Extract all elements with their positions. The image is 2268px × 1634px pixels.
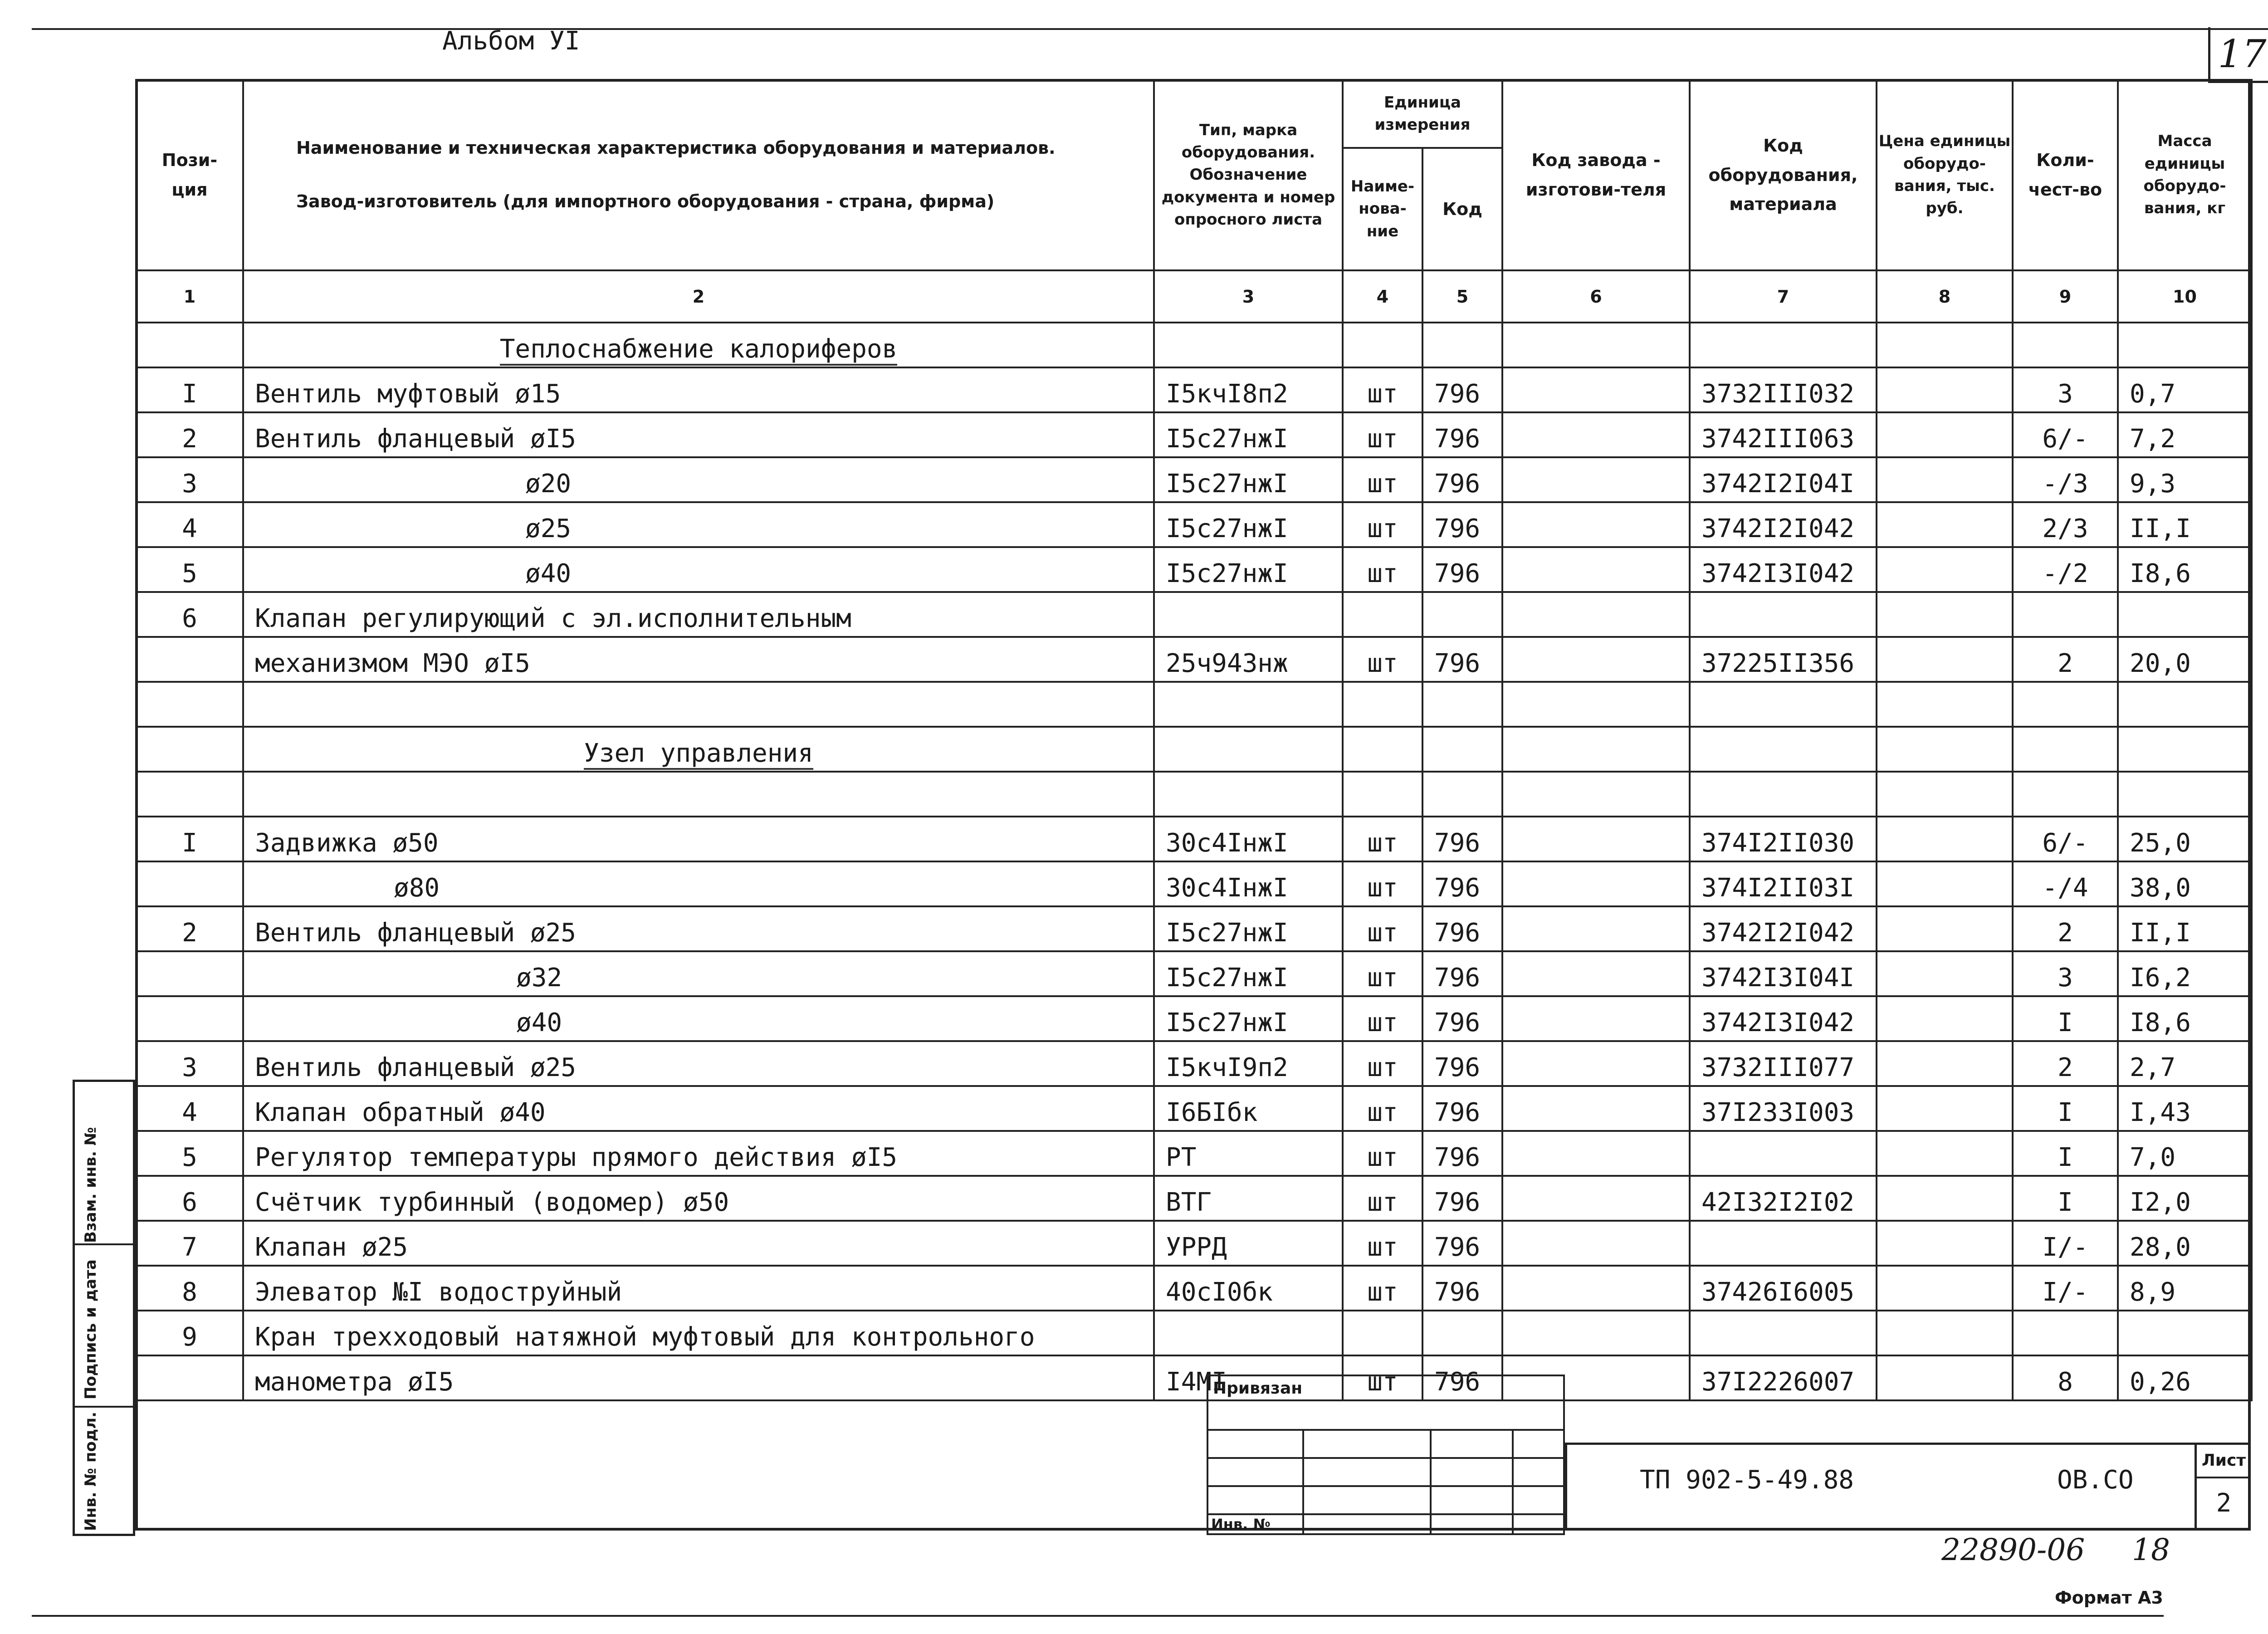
table-row <box>136 367 2252 412</box>
cell-unit: шт <box>1343 817 1422 861</box>
cell-price <box>1877 412 2013 457</box>
cell-factory-code <box>1502 412 1690 457</box>
cell-mass: 9,3 <box>2118 457 2252 502</box>
cell-price <box>1877 996 2013 1041</box>
cell-quantity: I <box>2013 1176 2118 1221</box>
col-number: 6 <box>1502 270 1690 323</box>
cell-name: Вентиль фланцевый ø25 <box>243 1041 1154 1086</box>
cell-name: ø40 <box>243 547 1154 592</box>
cell-material-code <box>1690 1221 1877 1266</box>
cell-quantity <box>2013 592 2118 637</box>
cell-unit: шт <box>1343 1355 1422 1400</box>
sheet-label: Лист <box>2197 1445 2251 1478</box>
cell-quantity: I/- <box>2013 1266 2118 1311</box>
cell-factory-code <box>1502 1041 1690 1086</box>
stamp-inv: Инв. № <box>1207 1514 1303 1534</box>
cell-price <box>1877 1131 2013 1176</box>
cell-quantity: I <box>2013 1131 2118 1176</box>
cell-mass: 0,7 <box>2118 367 2252 412</box>
cell-position <box>136 861 243 906</box>
cell-unit-code: 796 <box>1422 1041 1502 1086</box>
cell-price <box>1877 502 2013 547</box>
table-row <box>136 547 2252 592</box>
cell-price <box>1877 547 2013 592</box>
table-row <box>136 861 2252 906</box>
cell-unit: шт <box>1343 996 1422 1041</box>
cell-material-code: 3742I2I04I <box>1690 457 1877 502</box>
cell-quantity: 2 <box>2013 1041 2118 1086</box>
header-row <box>136 80 2252 148</box>
cell-position <box>136 637 243 682</box>
cell-name: Элеватор №I водоструйный <box>243 1266 1154 1311</box>
table-row <box>136 906 2252 951</box>
cell-name: Вентиль фланцевый øI5 <box>243 412 1154 457</box>
cell-mass: 8,9 <box>2118 1266 2252 1311</box>
cell-factory-code <box>1502 817 1690 861</box>
header-unit: Единица измерения <box>1343 80 1502 148</box>
cell-material-code: 37225II356 <box>1690 637 1877 682</box>
cell-position: I <box>136 367 243 412</box>
cell-unit: шт <box>1343 1176 1422 1221</box>
header-factory-code: Код завода - изготови-теля <box>1502 80 1690 270</box>
cell-name: Задвижка ø50 <box>243 817 1154 861</box>
table-row <box>136 592 2252 637</box>
cell-position: 2 <box>136 906 243 951</box>
title-block <box>1565 1443 2251 1531</box>
bottom-border-line <box>32 1615 2164 1617</box>
cell-factory-code <box>1502 1266 1690 1311</box>
cell-factory-code <box>1502 1311 1690 1355</box>
binding-stamp <box>1207 1375 1565 1533</box>
cell-quantity: I <box>2013 1086 2118 1131</box>
cell-quantity: 2 <box>2013 637 2118 682</box>
header-mass: Масса единицы оборудо-вания, кг <box>2118 80 2252 270</box>
section-title-row <box>136 323 2252 367</box>
cell-unit-code: 796 <box>1422 1221 1502 1266</box>
empty-row <box>136 682 2252 727</box>
cell-mass: 0,26 <box>2118 1355 2252 1400</box>
document-code: ОВ.СО <box>2057 1465 2134 1495</box>
cell-price <box>1877 906 2013 951</box>
cell-price <box>1877 367 2013 412</box>
cell-material-code: 3742I3I042 <box>1690 547 1877 592</box>
cell-position: 2 <box>136 412 243 457</box>
cell-unit-code: 796 <box>1422 457 1502 502</box>
table-row <box>136 817 2252 861</box>
cell-position: 7 <box>136 1221 243 1266</box>
cell-quantity <box>2013 1311 2118 1355</box>
header-quantity: Коли-чест-во <box>2013 80 2118 270</box>
cell-unit: шт <box>1343 412 1422 457</box>
cell-unit: шт <box>1343 1041 1422 1086</box>
table-filler <box>136 1400 2252 1401</box>
cell-material-code: 42I32I2I02 <box>1690 1176 1877 1221</box>
cell-unit: шт <box>1343 457 1422 502</box>
table-row <box>136 1311 2252 1355</box>
cell-position: I <box>136 817 243 861</box>
cell-unit-code: 796 <box>1422 367 1502 412</box>
cell-quantity: 2 <box>2013 906 2118 951</box>
cell-price <box>1877 1355 2013 1400</box>
header-name: Наименование и техническая характеристика оборудования и материалов. Завод-изготовитель (для импортного оборудования - страна, фирма) <box>243 80 1154 270</box>
cell-unit-code: 796 <box>1422 637 1502 682</box>
cell-type: I5с27нжI <box>1154 502 1343 547</box>
cell-material-code: 3742I3I042 <box>1690 996 1877 1041</box>
cell-material-code <box>1690 1131 1877 1176</box>
section-title: Узел управления <box>243 727 1154 772</box>
cell-material-code: 37I233I003 <box>1690 1086 1877 1131</box>
cell-factory-code <box>1502 1131 1690 1176</box>
cell-quantity: 3 <box>2013 367 2118 412</box>
cell-price <box>1877 817 2013 861</box>
cell-material-code: 374I2II03I <box>1690 861 1877 906</box>
label-signature-date: Подпись и дата <box>82 1259 100 1399</box>
cell-unit-code <box>1422 592 1502 637</box>
cell-factory-code <box>1502 951 1690 996</box>
cell-mass: I8,6 <box>2118 547 2252 592</box>
cell-unit-code: 796 <box>1422 547 1502 592</box>
cell-material-code: 37I2226007 <box>1690 1355 1877 1400</box>
table-row <box>136 1266 2252 1311</box>
cell-type: I5с27нжI <box>1154 996 1343 1041</box>
column-numbers-row <box>136 270 2252 323</box>
col-number: 2 <box>243 270 1154 323</box>
cell-name: ø80 <box>243 861 1154 906</box>
cell-unit: шт <box>1343 861 1422 906</box>
cell-name: ø20 <box>243 457 1154 502</box>
cell-unit: шт <box>1343 1266 1422 1311</box>
cell-price <box>1877 1086 2013 1131</box>
cell-mass: 20,0 <box>2118 637 2252 682</box>
cell-unit-code: 796 <box>1422 1266 1502 1311</box>
cell-quantity: 2/3 <box>2013 502 2118 547</box>
cell-unit-code: 796 <box>1422 1131 1502 1176</box>
cell-position <box>136 951 243 996</box>
cell-type <box>1154 592 1343 637</box>
cell-factory-code <box>1502 1086 1690 1131</box>
col-number: 7 <box>1690 270 1877 323</box>
cell-material-code: 374I2II030 <box>1690 817 1877 861</box>
album-title: Альбом УI <box>442 26 580 56</box>
cell-price <box>1877 951 2013 996</box>
cell-position: 6 <box>136 592 243 637</box>
cell-unit <box>1343 1311 1422 1355</box>
cell-type: I5кчI8п2 <box>1154 367 1343 412</box>
table-row <box>136 1355 2252 1400</box>
cell-price <box>1877 1041 2013 1086</box>
label-inv-original: Инв. № подл. <box>82 1411 100 1531</box>
cell-position: 3 <box>136 1041 243 1086</box>
cell-factory-code <box>1502 592 1690 637</box>
cell-material-code: 3742I2I042 <box>1690 906 1877 951</box>
cell-price <box>1877 861 2013 906</box>
cell-position: 4 <box>136 1086 243 1131</box>
cell-unit-code: 796 <box>1422 1355 1502 1400</box>
cell-unit: шт <box>1343 1131 1422 1176</box>
cell-factory-code <box>1502 1221 1690 1266</box>
cell-mass: 7,0 <box>2118 1131 2252 1176</box>
cell-name: Кран трехходовый натяжной муфтовый для контрольного <box>243 1311 1154 1355</box>
cell-unit-code: 796 <box>1422 861 1502 906</box>
handwritten-inventory-number: 22890-06 <box>1941 1532 2085 1567</box>
cell-factory-code <box>1502 367 1690 412</box>
cell-type: УРРД <box>1154 1221 1343 1266</box>
cell-material-code <box>1690 1311 1877 1355</box>
cell-price <box>1877 457 2013 502</box>
cell-mass: I2,0 <box>2118 1176 2252 1221</box>
specification-table <box>135 79 2253 1401</box>
cell-mass: I,43 <box>2118 1086 2252 1131</box>
cell-quantity: 6/- <box>2013 412 2118 457</box>
cell-quantity: I/- <box>2013 1221 2118 1266</box>
cell-name: Клапан обратный ø40 <box>243 1086 1154 1131</box>
cell-unit: шт <box>1343 502 1422 547</box>
cell-mass: 2,7 <box>2118 1041 2252 1086</box>
page-number: 17 <box>2208 27 2268 83</box>
section-title-row <box>136 727 2252 772</box>
section-title: Теплоснабжение калориферов <box>243 323 1154 367</box>
cell-quantity: I <box>2013 996 2118 1041</box>
format-label: Формат А3 <box>2055 1588 2163 1608</box>
cell-type: I5с27нжI <box>1154 906 1343 951</box>
cell-type: РТ <box>1154 1131 1343 1176</box>
cell-price <box>1877 637 2013 682</box>
cell-mass: II,I <box>2118 502 2252 547</box>
cell-material-code <box>1690 592 1877 637</box>
cell-position: 9 <box>136 1311 243 1355</box>
cell-unit: шт <box>1343 951 1422 996</box>
cell-factory-code <box>1502 637 1690 682</box>
sheet-number: 2 <box>2216 1488 2232 1518</box>
cell-position: 4 <box>136 502 243 547</box>
cell-unit: шт <box>1343 547 1422 592</box>
header-unit-code: Код <box>1422 148 1502 270</box>
table-row <box>136 1221 2252 1266</box>
cell-mass: 28,0 <box>2118 1221 2252 1266</box>
cell-name: ø40 <box>243 996 1154 1041</box>
cell-position: 5 <box>136 1131 243 1176</box>
table-row <box>136 637 2252 682</box>
cell-type: I5с27нжI <box>1154 412 1343 457</box>
col-number: 3 <box>1154 270 1343 323</box>
cell-unit-code: 796 <box>1422 817 1502 861</box>
table-row <box>136 996 2252 1041</box>
cell-name: Счётчик турбинный (водомер) ø50 <box>243 1176 1154 1221</box>
cell-price <box>1877 1221 2013 1266</box>
table-row <box>136 457 2252 502</box>
handwritten-page-number: 18 <box>2132 1532 2170 1567</box>
col-number: 9 <box>2013 270 2118 323</box>
cell-factory-code <box>1502 457 1690 502</box>
cell-price <box>1877 1266 2013 1311</box>
cell-position <box>136 1355 243 1400</box>
cell-unit-code: 796 <box>1422 951 1502 996</box>
cell-name: ø25 <box>243 502 1154 547</box>
cell-quantity: 6/- <box>2013 817 2118 861</box>
cell-type: 30с4IнжI <box>1154 861 1343 906</box>
cell-name: ø32 <box>243 951 1154 996</box>
cell-material-code: 3742I3I04I <box>1690 951 1877 996</box>
cell-mass: 7,2 <box>2118 412 2252 457</box>
cell-type <box>1154 1311 1343 1355</box>
table-row <box>136 412 2252 457</box>
table-row <box>136 1131 2252 1176</box>
cell-type: I5с27нжI <box>1154 951 1343 996</box>
cell-unit: шт <box>1343 637 1422 682</box>
sheet-box <box>2195 1445 2251 1531</box>
header-material-code: Код оборудования, материала <box>1690 80 1877 270</box>
cell-mass: I8,6 <box>2118 996 2252 1041</box>
stamp-privyazan: Привязан <box>1207 1375 1564 1430</box>
cell-unit: шт <box>1343 1086 1422 1131</box>
cell-type: I5с27нжI <box>1154 547 1343 592</box>
cell-position: 8 <box>136 1266 243 1311</box>
cell-quantity: -/4 <box>2013 861 2118 906</box>
cell-type: I4MI <box>1154 1355 1343 1400</box>
cell-price <box>1877 1176 2013 1221</box>
cell-type: I5кчI9п2 <box>1154 1041 1343 1086</box>
cell-name: механизмом МЭО øI5 <box>243 637 1154 682</box>
table-row <box>136 951 2252 996</box>
cell-factory-code <box>1502 996 1690 1041</box>
table-row <box>136 1086 2252 1131</box>
document-number: ТП 902-5-49.88 <box>1640 1465 1854 1495</box>
cell-position: 6 <box>136 1176 243 1221</box>
cell-unit <box>1343 592 1422 637</box>
col-number: 10 <box>2118 270 2252 323</box>
cell-mass: 38,0 <box>2118 861 2252 906</box>
cell-name: Клапан регулирующий с эл.исполнительным <box>243 592 1154 637</box>
cell-price <box>1877 1311 2013 1355</box>
cell-name: Вентиль фланцевый ø25 <box>243 906 1154 951</box>
cell-unit-code: 796 <box>1422 996 1502 1041</box>
cell-type: 25ч943нж <box>1154 637 1343 682</box>
cell-quantity: 3 <box>2013 951 2118 996</box>
cell-unit-code: 796 <box>1422 1176 1502 1221</box>
col-number: 1 <box>136 270 243 323</box>
cell-factory-code <box>1502 861 1690 906</box>
cell-mass: II,I <box>2118 906 2252 951</box>
empty-row <box>136 772 2252 817</box>
cell-name: Клапан ø25 <box>243 1221 1154 1266</box>
cell-quantity: -/2 <box>2013 547 2118 592</box>
table-row <box>136 1041 2252 1086</box>
top-border-line <box>32 28 2268 30</box>
label-replace-inv: Взам. инв. № <box>82 1127 100 1243</box>
cell-mass <box>2118 592 2252 637</box>
cell-unit-code: 796 <box>1422 412 1502 457</box>
cell-material-code: 3742III063 <box>1690 412 1877 457</box>
cell-mass: I6,2 <box>2118 951 2252 996</box>
cell-material-code: 3732III032 <box>1690 367 1877 412</box>
cell-material-code: 37426I6005 <box>1690 1266 1877 1311</box>
cell-type: 40сI0бк <box>1154 1266 1343 1311</box>
cell-position <box>136 996 243 1041</box>
header-position: Пози- ция <box>136 80 243 270</box>
header-type: Тип, марка оборудования. Обозначение документа и номер опросного листа <box>1154 80 1343 270</box>
cell-unit: шт <box>1343 1221 1422 1266</box>
col-number: 5 <box>1422 270 1502 323</box>
cell-unit: шт <box>1343 367 1422 412</box>
cell-type: 30с4IнжI <box>1154 817 1343 861</box>
cell-name: манометра øI5 <box>243 1355 1154 1400</box>
cell-material-code: 3732III077 <box>1690 1041 1877 1086</box>
cell-mass: 25,0 <box>2118 817 2252 861</box>
cell-position: 5 <box>136 547 243 592</box>
cell-material-code: 3742I2I042 <box>1690 502 1877 547</box>
cell-unit: шт <box>1343 906 1422 951</box>
cell-mass <box>2118 1311 2252 1355</box>
cell-name: Вентиль муфтовый ø15 <box>243 367 1154 412</box>
cell-unit-code: 796 <box>1422 502 1502 547</box>
table-row <box>136 1176 2252 1221</box>
cell-unit-code: 796 <box>1422 1086 1502 1131</box>
cell-position: 3 <box>136 457 243 502</box>
cell-factory-code <box>1502 547 1690 592</box>
cell-type: ВТГ <box>1154 1176 1343 1221</box>
cell-factory-code <box>1502 502 1690 547</box>
cell-type: I5с27нжI <box>1154 457 1343 502</box>
cell-price <box>1877 592 2013 637</box>
cell-factory-code <box>1502 1176 1690 1221</box>
table-row <box>136 502 2252 547</box>
cell-name: Регулятор температуры прямого действия øI5 <box>243 1131 1154 1176</box>
cell-unit-code <box>1422 1311 1502 1355</box>
col-number: 4 <box>1343 270 1422 323</box>
cell-quantity: -/3 <box>2013 457 2118 502</box>
col-number: 8 <box>1877 270 2013 323</box>
cell-quantity: 8 <box>2013 1355 2118 1400</box>
cell-type: I6БIбк <box>1154 1086 1343 1131</box>
cell-unit-code: 796 <box>1422 906 1502 951</box>
header-unit-name: Наиме-нова-ние <box>1343 148 1422 270</box>
cell-factory-code <box>1502 906 1690 951</box>
header-price: Цена единицы оборудо-вания, тыс. руб. <box>1877 80 2013 270</box>
